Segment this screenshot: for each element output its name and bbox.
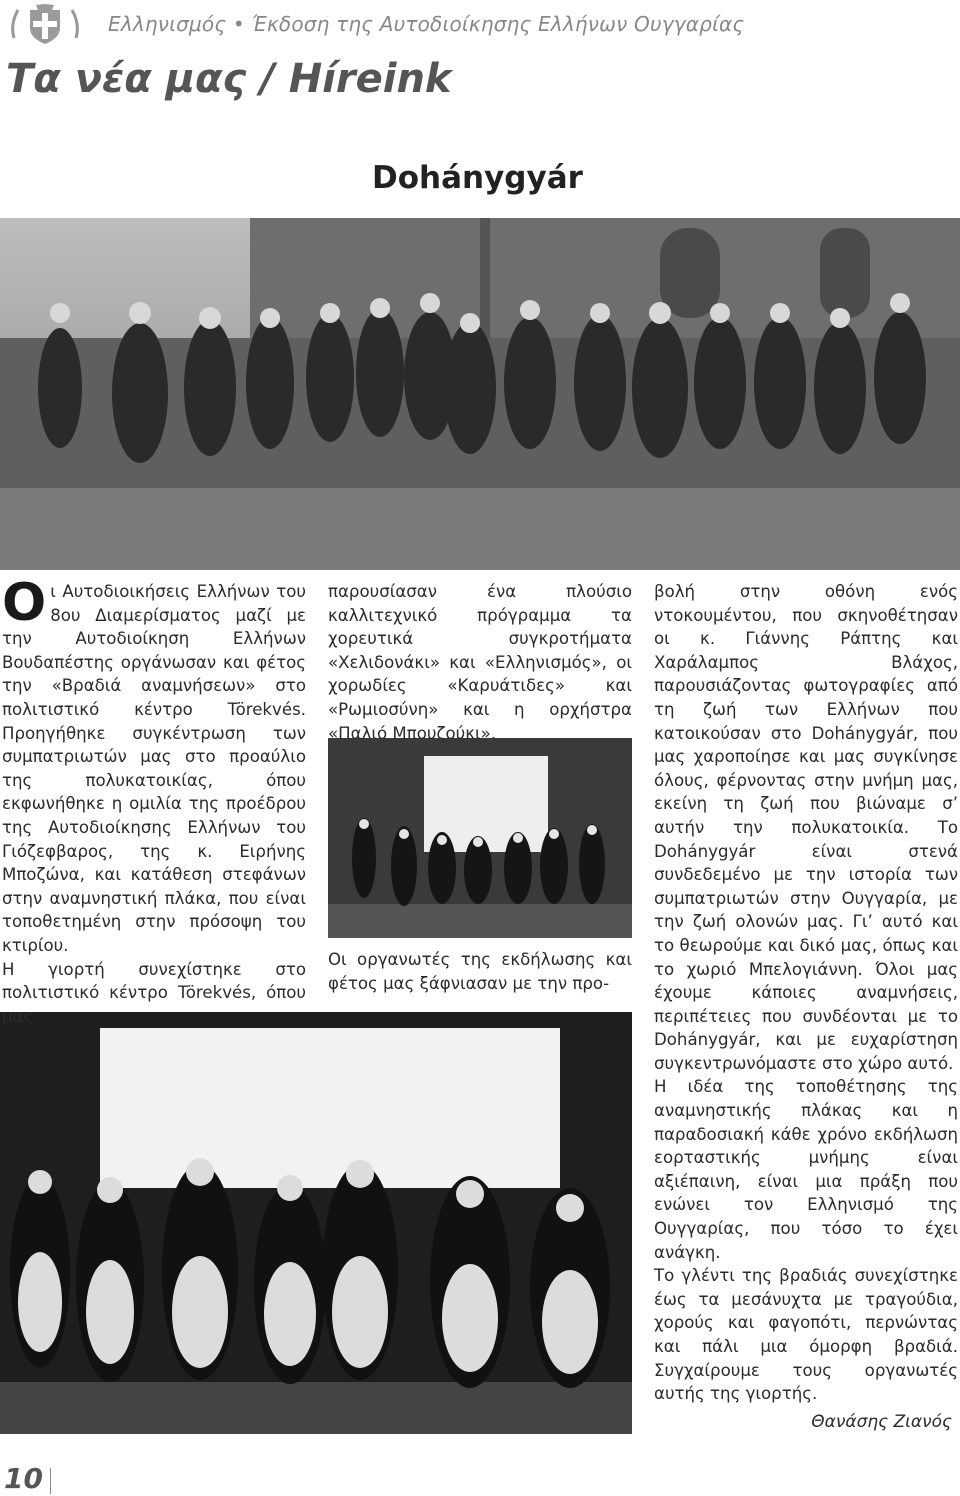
column-1-paragraph-2: Η γιορτή συνεχίστηκε στο πολιτιστικό κέντρο Törekvés, όπου μας bbox=[2, 959, 306, 1026]
page-number: 10 bbox=[4, 1462, 43, 1495]
page-number-divider bbox=[50, 1468, 51, 1494]
folk-dance-photo bbox=[0, 1012, 632, 1434]
column-3-paragraph-2: Η ιδέα της τοποθέτησης της αναμνηστικής πλάκας και η παραδοσιακή κάθε χρόνο εκδήλωση εορταστικής μνήμης είναι αξιέπαινη, είναι μια πράξη που ενώνει τον Ελληνισμό της Ουγγαρίας, που τόσο το έχει ανάγκη. bbox=[654, 1077, 958, 1262]
column-3-paragraph-1: βολή στην οθόνη ενός ντοκουμέντου, που σκηνοθέτησαν οι κ. Γιάννης Ράπτης και Χαράλαμπος Βλάχος, παρουσιάζοντας φωτογραφίες από τη ζωή των Ελλήνων που κατοικούσαν στο Dohánygyár, που μας χαροποίησε και μας συγκίνησε όλους, φέρνοντας στην μνήμη μας, εκείνη τη ζωή που βιώναμε σ’ αυτήν την πολυκατοικία. Το Dohánygyár είναι στενά συνδεδεμένο με την ιστορία των συμπατριωτών στην Ουγγαρία, με την ζωή ολονών μας. Γι’ αυτό και το θεωρούμε και δικό μας, όπως και το χωριό Μπελογιάννη. Όλοι μας έχουμε κάποιες αναμνήσεις, περιπέτειες που συνδέονται με το Dohánygyár, και με ευχαρίστηση συγκεντρωνόμαστε στο χώρο αυτό. bbox=[654, 582, 958, 1073]
column-2-continued bbox=[328, 948, 632, 995]
column-3-paragraph-3: Το γλέντι της βραδιάς συνεχίστηκε έως τα μεσάνυχτα με τραγούδια, χορούς και φαγοπότι, περνώντας και πάλι μια όμορφη βραδιά. Συγχαίρουμε τους οργανωτές αυτής της γιορτής. bbox=[654, 1266, 958, 1404]
article-title: Dohánygyár bbox=[372, 160, 583, 196]
column-2-paragraph-1: παρουσίασαν ένα πλούσιο καλλιτεχνικό πρόγραμμα τα χορευτικά συγκροτήματα «Χελιδονάκι» και «Ελληνισμός», οι χορωδίες «Καρυάτιδες» και «Ρωμιοσύνη» και η ορχήστρα «Παλιό Μπουζούκι». bbox=[328, 582, 632, 743]
drop-cap: Ο bbox=[2, 573, 47, 633]
column-1 bbox=[2, 573, 306, 1028]
crest-logo bbox=[8, 4, 82, 46]
stage-dance-photo bbox=[328, 738, 632, 938]
column-2 bbox=[328, 580, 632, 745]
section-title: Τα νέα μας / Híreink bbox=[6, 56, 452, 102]
author-signature: Θανάσης Ζιανός bbox=[811, 1412, 952, 1432]
group-photo bbox=[0, 218, 960, 570]
column-3 bbox=[654, 580, 958, 1406]
column-2-paragraph-2: Οι οργανωτές της εκδήλωσης και φέτος μας ξάφνιασαν με την προ- bbox=[328, 950, 632, 993]
column-1-paragraph-1: ι Αυτοδιοικήσεις Ελλήνων του 8ου Διαμερίσματος μαζί με την Αυτοδιοίκηση Ελλήνων Βουδαπέστης οργάνωσαν και φέτος την «Βραδιά αναμνήσεων» στο πολιτιστικό κέντρο Törekvés. Προηγήθηκε συγκέντρωση των συμπατριωτών μας στο προαύλιο της πολυκατοικίας, όπου εκφωνήθηκε η ομιλία της προέδρου της Αυτοδιοίκησης Ελλήνων του Γιόζεφβαρος, της κ. Ειρήνης Μποζώνα, και κατάθεση στεφάνων στην αναμνηστική πλάκα, που είναι τοποθετημένη στην πρόσοψη του κτιρίου. bbox=[2, 582, 306, 955]
publication-header: Ελληνισμός • Έκδοση της Αυτοδιοίκησης Ελλήνων Ουγγαρίας bbox=[108, 12, 745, 36]
